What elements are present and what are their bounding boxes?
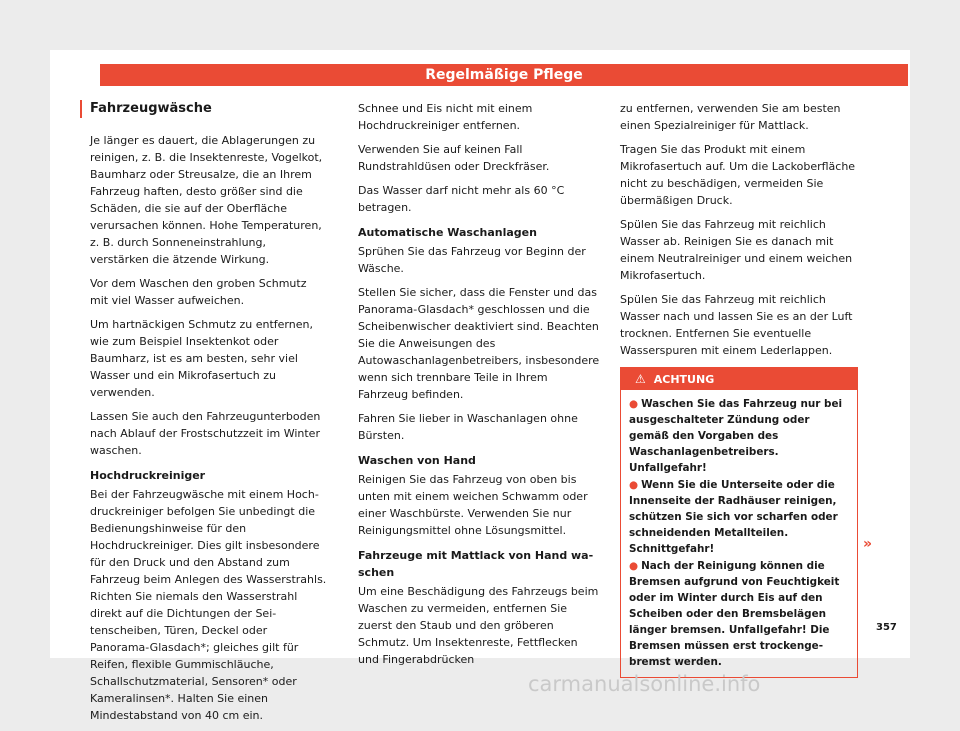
column-right bbox=[620, 100, 860, 678]
subheading-waschen-von-hand: Waschen von Hand bbox=[358, 454, 476, 467]
paragraph: Tragen Sie das Produkt mit einem Mikrofasertuch auf. Um die Lackoberfläche nicht zu beschädigen, vermeiden Sie übermäßigen Druck. bbox=[620, 143, 856, 207]
paragraph: Um hartnäckigen Schmutz zu entfernen, wie zum Beispiel Insektenkot oder Baumharz, ist es am besten, sehr viel Wasser und ein Mikrofasertuch zu verwenden. bbox=[90, 318, 313, 399]
chapter-header bbox=[100, 64, 908, 86]
warning-box bbox=[620, 367, 858, 678]
paragraph: Lassen Sie auch den Fahrzeugunterboden nach Ablauf der Frostschutzzeit im Winter waschen. bbox=[90, 410, 321, 457]
column-left bbox=[90, 100, 328, 731]
warning-header bbox=[621, 368, 857, 390]
bullet-icon: ● bbox=[629, 398, 639, 410]
paragraph: Vor dem Waschen den groben Schmutz mit viel Wasser aufweichen. bbox=[90, 277, 307, 307]
subheading-mattlack: Fahrzeuge mit Mattlack von Hand waschen bbox=[358, 549, 594, 579]
continue-arrow-icon: » bbox=[863, 536, 873, 552]
paragraph: Sprühen Sie das Fahrzeug vor Beginn der Wäsche. bbox=[358, 245, 586, 275]
warning-title: ACHTUNG bbox=[653, 373, 715, 386]
warning-item bbox=[629, 396, 847, 476]
subheading-hochdruckreiniger: Hochdruckreiniger bbox=[90, 469, 206, 482]
chapter-title: Regelmäßige Pflege bbox=[425, 67, 583, 83]
warning-item bbox=[629, 558, 847, 670]
paragraph: Fahren Sie lieber in Waschanlagen ohne Bürsten. bbox=[358, 412, 578, 442]
warning-item-text: Waschen Sie das Fahrzeug nur bei ausgeschalteter Zündung oder gemäß den Vorgaben des Waschanlagenbetreibers. Unfallgefahr! bbox=[629, 398, 843, 474]
warning-item-text: Nach der Reinigung können die Bremsen aufgrund von Feuchtigkeit oder im Winter durch Eis auf den Scheiben oder den Bremsbelägen länger bremsen. Unfallgefahr! Die Bremsen müssen erst trockengebremst werden. bbox=[629, 560, 840, 668]
watermark: carmanualsonline.info bbox=[528, 672, 761, 696]
paragraph: Reinigen Sie das Fahrzeug von oben bis unten mit einem weichen Schwamm oder einer Waschbürste. Verwenden Sie nur Reinigungsmittel ohne Lösungsmittel. bbox=[358, 473, 588, 537]
paragraph: zu entfernen, verwenden Sie am besten einen Spezialreiniger für Mattlack. bbox=[620, 102, 841, 132]
warning-triangle-icon: ⚠ bbox=[635, 372, 646, 386]
column-middle bbox=[358, 100, 601, 675]
warning-item-text: Wenn Sie die Unterseite oder die Innenseite der Radhäuser reinigen, schützen Sie sich vor scharfen oder schneidenden Metallteilen. Schnittgefahr! bbox=[629, 479, 838, 555]
paragraph: Stellen Sie sicher, dass die Fenster und das Panorama-Glasdach* geschlossen und die Scheibenwischer deaktiviert sind. Beachten Sie die Anweisungen des Autowaschanlagenbetreibers, insbesondere wenn sich trennbare Teile in Ihrem Fahrzeug befinden. bbox=[358, 286, 600, 401]
paragraph: Verwenden Sie auf keinen Fall Rundstrahldüsen oder Dreckfräser. bbox=[358, 143, 550, 173]
paragraph: Um eine Beschädigung des Fahrzeugs beim Waschen zu vermeiden, entfernen Sie zuerst den Staub und den gröberen Schmutz. Um Insektenreste, Fettflecken und Fingerabdrücken bbox=[358, 585, 599, 666]
paragraph: Schnee und Eis nicht mit einem Hochdruckreiniger entfernen. bbox=[358, 102, 533, 132]
paragraph: Das Wasser darf nicht mehr als 60 °C betragen. bbox=[358, 184, 565, 214]
paragraph: Je länger es dauert, die Ablagerungen zu reinigen, z. B. die Insektenreste, Vogelkot, Baumharz oder Streusalze, die an Ihrem Fahrzeug haften, desto größer sind die Schäden, die sie auf der Oberfläche verursachen können. Hohe Temperaturen, z. B. durch Sonneneinstrahlung, verstärken die ätzende Wirkung. bbox=[90, 134, 323, 266]
section-title: Fahrzeugwäsche bbox=[80, 100, 328, 118]
bullet-icon: ● bbox=[629, 560, 639, 572]
paragraph: Spülen Sie das Fahrzeug mit reichlich Wasser nach und lassen Sie es an der Luft trocknen. Entfernen Sie eventuelle Wasserspuren mit einem Lederlappen. bbox=[620, 293, 853, 357]
subheading-automatische-waschanlagen: Automatische Waschanlagen bbox=[358, 226, 537, 239]
paragraph: Bei der Fahrzeugwäsche mit einem Hochdruckreiniger befolgen Sie unbedingt die Bedienungshinweise für den Hochdruckreiniger. Dies gilt insbesondere für den Druck und den Abstand zum Fahrzeug beim Anlegen des Wasserstrahls. Richten Sie niemals den Wasserstrahl direkt auf die Dichtungen der Seitenscheiben, Türen, Deckel oder Panorama-Glasdach*; gleiches gilt für Reifen, flexible Gummischläuche, Schallschutzmaterial, Sensoren* oder Kameralinsen*. Halten Sie einen Mindestabstand von 40 cm ein. bbox=[90, 488, 327, 722]
paragraph: Spülen Sie das Fahrzeug mit reichlich Wasser ab. Reinigen Sie es danach mit einem Neutralreiniger und einem weichen Mikrofasertuch. bbox=[620, 218, 853, 282]
bullet-icon: ● bbox=[629, 479, 639, 491]
page-number: 357 bbox=[876, 622, 897, 633]
warning-body bbox=[621, 390, 857, 677]
warning-item bbox=[629, 477, 847, 557]
